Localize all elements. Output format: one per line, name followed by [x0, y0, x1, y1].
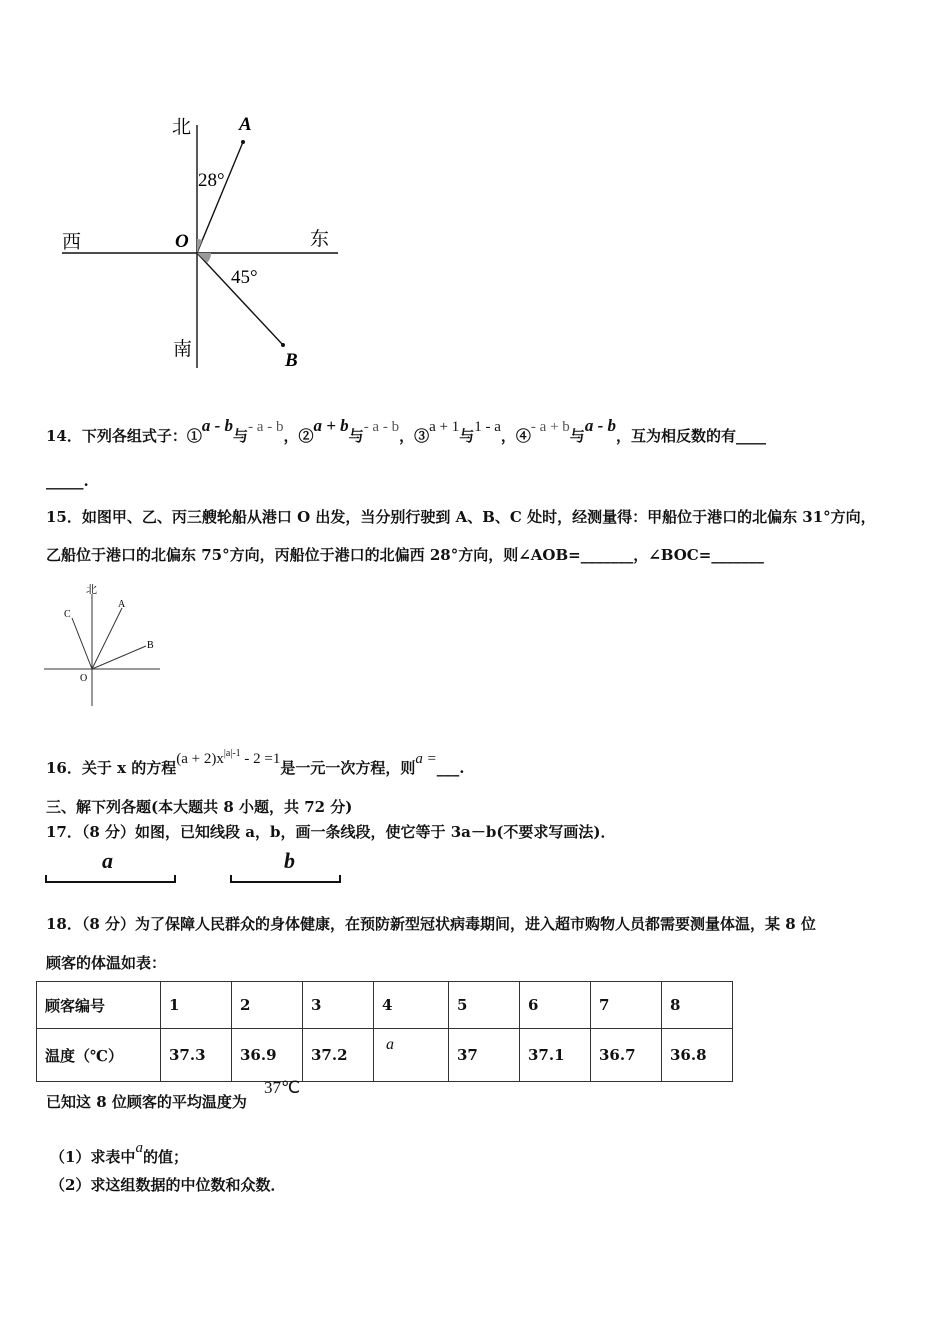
label-west: 西 [62, 232, 82, 253]
table-cell: 顾客编号 [37, 982, 161, 1029]
question-14-line-2: _____. [46, 472, 89, 490]
fig2-label-b: B [147, 640, 154, 651]
sub-question-2: （2）求这组数据的中位数和众数． [50, 1176, 286, 1194]
table-cell: 3 [303, 982, 374, 1029]
label-a: A [239, 114, 252, 135]
table-cell: a [374, 1029, 449, 1082]
table-cell: 7 [591, 982, 662, 1029]
table-cell: 36.8 [662, 1029, 733, 1082]
fig2-label-o: O [80, 673, 88, 684]
label-b: B [285, 350, 298, 371]
fig2-label-north: 北 [86, 584, 97, 596]
segments-figure [44, 870, 344, 886]
equation-exponent: |a|-1 [223, 748, 241, 759]
question-14: 14．下列各组式子：①a - b与- a - b，②a + b与- a - b，③a + 1与1 - a，④- a + b与a - b，互为相反数的有____ [46, 416, 766, 445]
table-cell: 36.7 [591, 1029, 662, 1082]
ray-oa [197, 142, 243, 253]
question-16: 16．关于 x 的方程$(a + 2)x^{|a|-1} - 2 =1$是一元一次方程，则a =___. [46, 748, 465, 777]
question-15-line-1: 15．如图甲、乙、丙三艘轮船从港口 O 出发，当分别行驶到 A、B、C 处时，经测量得：甲船位于港口的北偏东 31°方向， [46, 508, 876, 526]
fig2-ray-b [92, 646, 146, 669]
angle-label-28: 28° [198, 170, 225, 191]
compass-figure-1 [55, 110, 355, 375]
question-17: 17．（8 分）如图，已知线段 a，b，画一条线段，使它等于 3a－b(不要求写画法)． [46, 823, 616, 841]
label-east: 东 [310, 229, 330, 250]
fig2-label-c: C [64, 609, 71, 620]
sub-question-1: （1）求表中a的值； [50, 1140, 188, 1166]
point-a-dot [241, 140, 245, 144]
table-cell: 37.3 [161, 1029, 232, 1082]
table-cell: 37.1 [520, 1029, 591, 1082]
point-b-dot [281, 343, 285, 347]
equation-base: (a + 2)x [176, 751, 224, 767]
table-header-row [37, 982, 733, 1029]
label-south: 南 [173, 339, 193, 360]
table-cell: 37 [449, 1029, 520, 1082]
label-north: 北 [172, 117, 192, 138]
question-18-line-2: 顾客的体温如表： [46, 954, 167, 972]
table-row [37, 1029, 733, 1082]
fig2-ray-c [72, 618, 92, 669]
label-o: O [175, 231, 189, 252]
angle-label-45: 45° [231, 267, 258, 288]
segment-a-label: a [102, 848, 113, 873]
average-statement: 已知这 8 位顾客的平均温度为 [46, 1093, 247, 1111]
fig2-ray-a [92, 608, 122, 669]
question-15-line-2: 乙船位于港口的北偏东 75°方向，丙船位于港口的北偏西 28°方向，则∠AOB=_______，∠BOC=_______ [46, 546, 764, 564]
table-cell: 6 [520, 982, 591, 1029]
segment-b-label: b [284, 848, 295, 873]
table-cell: 37.2 [303, 1029, 374, 1082]
table-cell: 8 [662, 982, 733, 1029]
section-3-title: 三、解下列各题(本大题共 8 小题，共 72 分) [46, 798, 353, 816]
compass-figure-2 [42, 580, 167, 710]
table-cell: 36.9 [232, 1029, 303, 1082]
temperature-table [36, 981, 733, 1082]
angle-arc-28 [197, 239, 202, 253]
question-18-line-1: 18．（8 分）为了保障人民群众的身体健康，在预防新型冠状病毒期间，进入超市购物人员都需要测量体温，某 8 位 [46, 915, 816, 933]
table-cell: 1 [161, 982, 232, 1029]
average-value: 37℃ [264, 1078, 301, 1097]
table-cell: 温度（℃） [37, 1029, 161, 1082]
table-cell: 4 [374, 982, 449, 1029]
table-cell: 2 [232, 982, 303, 1029]
table-cell: 5 [449, 982, 520, 1029]
fig2-label-a: A [118, 599, 126, 610]
